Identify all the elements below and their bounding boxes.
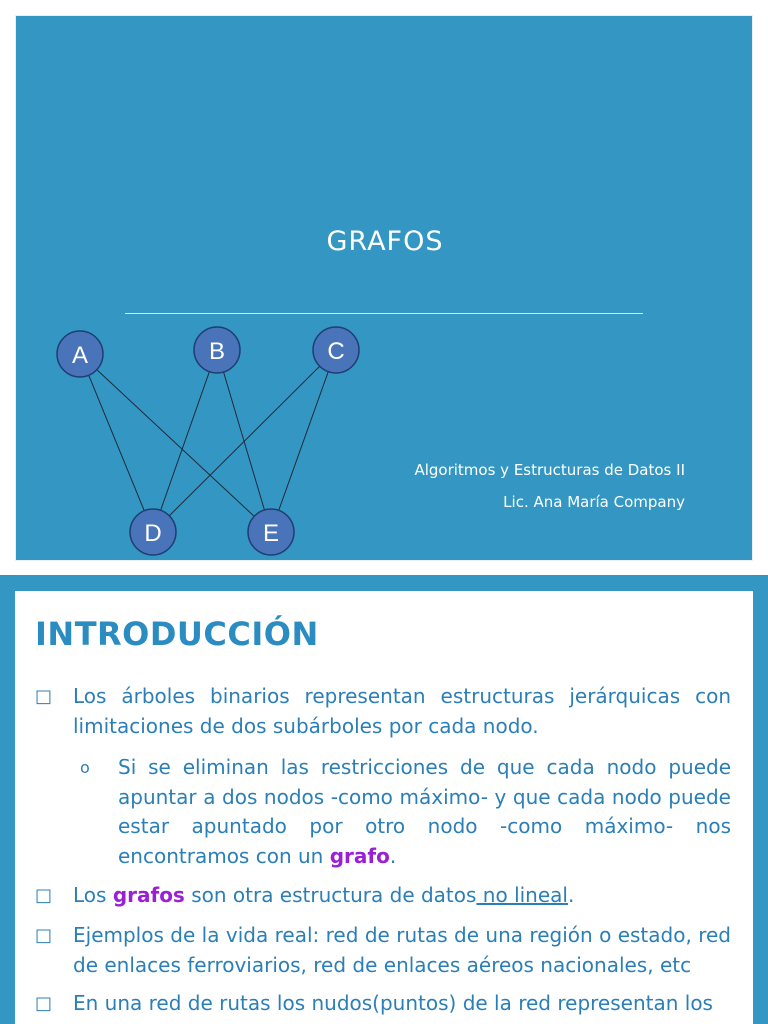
node-label-e: E <box>262 520 280 547</box>
list-item <box>35 921 731 980</box>
node-label-a: A <box>71 342 89 369</box>
course-name: Algoritmos y Estructuras de Datos II <box>414 461 685 479</box>
graph-node-c <box>313 327 359 373</box>
graph-diagram <box>16 16 754 562</box>
node-label-d: D <box>144 520 162 547</box>
list-item <box>35 989 731 1019</box>
edge-b-d <box>153 350 217 532</box>
square-bullet-icon: □ <box>35 686 53 707</box>
item-text: Los árboles binarios representan estructuras jerárquicas con limitaciones de dos subárboles por cada nodo. <box>73 684 731 738</box>
edge-c-e <box>271 350 336 532</box>
term-highlight: grafos <box>112 883 185 907</box>
slide-separator <box>0 575 768 591</box>
list-item <box>35 682 731 741</box>
underlined-term: no lineal <box>476 883 568 907</box>
graph-node-d <box>130 509 176 555</box>
square-bullet-icon: □ <box>35 925 53 946</box>
circle-bullet-icon: o <box>80 758 90 777</box>
graph-node-e <box>248 509 294 555</box>
square-bullet-icon: □ <box>35 885 53 906</box>
graph-node-b <box>194 327 240 373</box>
item-text: Ejemplos de la vida real: red de rutas de una región o estado, red de enlaces ferroviarios, red de enlaces aéreos nacionales, etc <box>73 923 731 977</box>
edge-c-d <box>153 350 336 532</box>
content-slide <box>15 591 753 1024</box>
slide-frame-left <box>0 575 15 1024</box>
graph-node-a <box>57 331 103 377</box>
list-item <box>35 881 731 911</box>
author-name: Lic. Ana María Company <box>503 493 685 511</box>
item-text-mid: son otra estructura de datos <box>184 883 477 907</box>
square-bullet-icon: □ <box>35 993 53 1014</box>
sub-list-item <box>80 753 731 871</box>
title-slide <box>15 15 753 561</box>
item-text-end: . <box>567 883 575 907</box>
slide-title: GRAFOS <box>326 226 444 257</box>
item-text: Si se eliminan las restricciones de que cada nodo puede apuntar a dos nodos -como máximo- y que cada nodo puede estar apuntado por otro nodo -como máximo- nos encontramos con un <box>118 755 731 868</box>
node-label-c: C <box>327 338 345 365</box>
section-heading: INTRODUCCIÓN <box>35 615 319 653</box>
item-text: Los <box>73 883 113 907</box>
term-highlight: grafo <box>329 843 390 868</box>
edge-a-d <box>80 354 153 532</box>
item-text-end: . <box>389 843 397 868</box>
title-divider <box>125 313 643 314</box>
item-text: En una red de rutas los nudos(puntos) de la red representan los <box>73 991 713 1015</box>
slide-frame-right <box>753 575 768 1024</box>
node-label-b: B <box>208 338 226 365</box>
graph-edges <box>80 350 336 532</box>
